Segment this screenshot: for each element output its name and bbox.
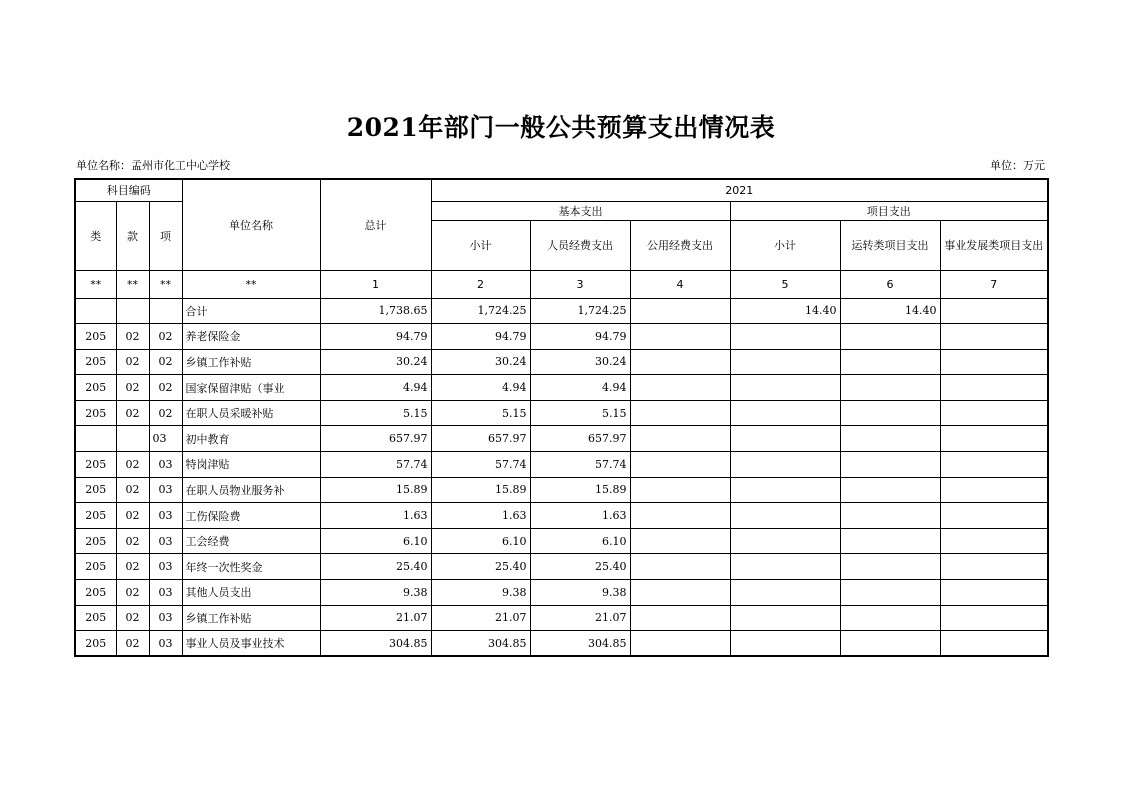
personnel-value: 57.74 <box>530 452 630 478</box>
item-name: 乡镇工作补贴 <box>182 605 320 631</box>
table-row <box>75 452 1048 478</box>
public-value <box>630 477 730 503</box>
operation-value <box>840 477 940 503</box>
basic-subtotal-value: 21.07 <box>431 605 530 631</box>
project-subtotal-value <box>730 349 840 375</box>
project-subtotal-value <box>730 503 840 529</box>
table-row <box>75 375 1048 401</box>
header-subtotal-project: 小计 <box>730 220 840 270</box>
code-kuan: 02 <box>116 375 149 401</box>
basic-subtotal-value: 4.94 <box>431 375 530 401</box>
project-subtotal-value <box>730 452 840 478</box>
code-xiang: 02 <box>149 349 182 375</box>
index-cell: 4 <box>630 270 730 298</box>
header-year: 2021 <box>431 179 1048 201</box>
total-value: 657.97 <box>320 426 431 452</box>
item-name: 初中教育 <box>182 426 320 452</box>
header-kuan: 款 <box>116 201 149 270</box>
public-value <box>630 580 730 606</box>
operation-value <box>840 631 940 657</box>
personnel-value: 304.85 <box>530 631 630 657</box>
index-cell: 1 <box>320 270 431 298</box>
code-kuan: 02 <box>116 554 149 580</box>
index-cell: ** <box>149 270 182 298</box>
personnel-value: 657.97 <box>530 426 630 452</box>
table-row <box>75 400 1048 426</box>
table-row <box>75 605 1048 631</box>
item-name: 在职人员采暖补贴 <box>182 400 320 426</box>
code-lei: 205 <box>75 375 116 401</box>
development-value <box>940 503 1048 529</box>
table-row <box>75 324 1048 350</box>
development-value <box>940 528 1048 554</box>
total-value: 1,738.65 <box>320 298 431 324</box>
table-row <box>75 528 1048 554</box>
table-row <box>75 580 1048 606</box>
group-row <box>75 426 1048 452</box>
item-name: 养老保险金 <box>182 324 320 350</box>
operation-value <box>840 528 940 554</box>
item-name: 特岗津贴 <box>182 452 320 478</box>
code-kuan <box>116 298 149 324</box>
code-xiang: 03 <box>149 503 182 529</box>
development-value <box>940 324 1048 350</box>
operation-value <box>840 426 940 452</box>
personnel-value: 5.15 <box>530 400 630 426</box>
index-cell: ** <box>116 270 149 298</box>
code-lei: 205 <box>75 528 116 554</box>
header-development: 事业发展类项目支出 <box>940 220 1048 270</box>
code-kuan: 02 <box>116 580 149 606</box>
code-xiang: 03 <box>149 605 182 631</box>
operation-value <box>840 452 940 478</box>
personnel-value: 1.63 <box>530 503 630 529</box>
code-kuan: 02 <box>116 400 149 426</box>
code-xiang <box>149 298 182 324</box>
operation-value: 14.40 <box>840 298 940 324</box>
code-lei: 205 <box>75 477 116 503</box>
total-value: 1.63 <box>320 503 431 529</box>
code-xiang: 02 <box>149 324 182 350</box>
public-value <box>630 400 730 426</box>
project-subtotal-value <box>730 375 840 401</box>
total-value: 94.79 <box>320 324 431 350</box>
personnel-value: 25.40 <box>530 554 630 580</box>
code-xiang: 03 <box>149 452 182 478</box>
item-name: 其他人员支出 <box>182 580 320 606</box>
public-value <box>630 426 730 452</box>
operation-value <box>840 605 940 631</box>
development-value <box>940 554 1048 580</box>
code-lei <box>75 298 116 324</box>
operation-value <box>840 554 940 580</box>
code-kuan: 02 <box>116 631 149 657</box>
header-basic: 基本支出 <box>431 201 730 220</box>
code-kuan: 02 <box>116 528 149 554</box>
public-value <box>630 349 730 375</box>
project-subtotal-value <box>730 554 840 580</box>
table-row <box>75 349 1048 375</box>
table-row <box>75 631 1048 657</box>
basic-subtotal-value: 657.97 <box>431 426 530 452</box>
project-subtotal-value <box>730 631 840 657</box>
personnel-value: 21.07 <box>530 605 630 631</box>
code-kuan: 02 <box>116 324 149 350</box>
total-value: 9.38 <box>320 580 431 606</box>
basic-subtotal-value: 1.63 <box>431 503 530 529</box>
code-kuan: 02 <box>116 605 149 631</box>
code-lei: 205 <box>75 554 116 580</box>
item-name: 国家保留津贴（事业 <box>182 375 320 401</box>
code-lei: 205 <box>75 452 116 478</box>
public-value <box>630 452 730 478</box>
index-cell: 5 <box>730 270 840 298</box>
project-subtotal-value <box>730 528 840 554</box>
personnel-value: 9.38 <box>530 580 630 606</box>
total-value: 30.24 <box>320 349 431 375</box>
total-value: 4.94 <box>320 375 431 401</box>
operation-value <box>840 580 940 606</box>
operation-value <box>840 349 940 375</box>
code-kuan: 02 <box>116 349 149 375</box>
table-row <box>75 554 1048 580</box>
basic-subtotal-value: 304.85 <box>431 631 530 657</box>
code-lei: 205 <box>75 324 116 350</box>
unit-name-label: 单位名称：孟州市化工中心学校 <box>76 159 230 172</box>
public-value <box>630 298 730 324</box>
index-cell: 6 <box>840 270 940 298</box>
public-value <box>630 503 730 529</box>
development-value <box>940 375 1048 401</box>
code-xiang: 03 <box>149 426 182 452</box>
code-xiang: 02 <box>149 400 182 426</box>
item-name: 事业人员及事业技术 <box>182 631 320 657</box>
basic-subtotal-value: 57.74 <box>431 452 530 478</box>
item-name: 乡镇工作补贴 <box>182 349 320 375</box>
table-row <box>75 503 1048 529</box>
header-personnel: 人员经费支出 <box>530 220 630 270</box>
index-cell: ** <box>182 270 320 298</box>
index-cell: ** <box>75 270 116 298</box>
basic-subtotal-value: 15.89 <box>431 477 530 503</box>
project-subtotal-value <box>730 324 840 350</box>
code-lei: 205 <box>75 631 116 657</box>
code-lei: 205 <box>75 400 116 426</box>
code-xiang: 03 <box>149 477 182 503</box>
total-value: 15.89 <box>320 477 431 503</box>
code-lei: 205 <box>75 580 116 606</box>
item-name: 合计 <box>182 298 320 324</box>
total-value: 25.40 <box>320 554 431 580</box>
personnel-value: 6.10 <box>530 528 630 554</box>
public-value <box>630 375 730 401</box>
operation-value <box>840 375 940 401</box>
project-subtotal-value: 14.40 <box>730 298 840 324</box>
code-lei <box>75 426 116 452</box>
code-lei: 205 <box>75 349 116 375</box>
header-xiang: 项 <box>149 201 182 270</box>
project-subtotal-value <box>730 477 840 503</box>
development-value <box>940 605 1048 631</box>
personnel-value: 30.24 <box>530 349 630 375</box>
total-value: 57.74 <box>320 452 431 478</box>
table-row <box>75 477 1048 503</box>
public-value <box>630 324 730 350</box>
development-value <box>940 426 1048 452</box>
total-value: 5.15 <box>320 400 431 426</box>
project-subtotal-value <box>730 605 840 631</box>
code-lei: 205 <box>75 503 116 529</box>
development-value <box>940 298 1048 324</box>
basic-subtotal-value: 6.10 <box>431 528 530 554</box>
code-kuan: 02 <box>116 477 149 503</box>
personnel-value: 94.79 <box>530 324 630 350</box>
header-project: 项目支出 <box>730 201 1048 220</box>
code-xiang: 03 <box>149 631 182 657</box>
code-xiang: 03 <box>149 580 182 606</box>
code-xiang: 03 <box>149 554 182 580</box>
development-value <box>940 452 1048 478</box>
page-title: 2021年部门一般公共预算支出情况表 <box>346 113 776 142</box>
basic-subtotal-value: 25.40 <box>431 554 530 580</box>
total-row <box>75 298 1048 324</box>
total-value: 6.10 <box>320 528 431 554</box>
public-value <box>630 528 730 554</box>
operation-value <box>840 324 940 350</box>
unit-label: 单位：万元 <box>990 159 1045 172</box>
code-lei: 205 <box>75 605 116 631</box>
project-subtotal-value <box>730 426 840 452</box>
code-kuan <box>116 426 149 452</box>
header-total: 总计 <box>320 179 431 270</box>
development-value <box>940 400 1048 426</box>
code-kuan: 02 <box>116 503 149 529</box>
total-value: 304.85 <box>320 631 431 657</box>
index-cell: 3 <box>530 270 630 298</box>
index-cell: 2 <box>431 270 530 298</box>
basic-subtotal-value: 5.15 <box>431 400 530 426</box>
development-value <box>940 349 1048 375</box>
development-value <box>940 631 1048 657</box>
project-subtotal-value <box>730 400 840 426</box>
public-value <box>630 605 730 631</box>
project-subtotal-value <box>730 580 840 606</box>
header-subtotal-basic: 小计 <box>431 220 530 270</box>
item-name: 在职人员物业服务补 <box>182 477 320 503</box>
total-value: 21.07 <box>320 605 431 631</box>
personnel-value: 1,724.25 <box>530 298 630 324</box>
operation-value <box>840 503 940 529</box>
index-cell: 7 <box>940 270 1048 298</box>
code-kuan: 02 <box>116 452 149 478</box>
header-lei: 类 <box>75 201 116 270</box>
budget-table <box>74 178 1049 657</box>
header-unit-name: 单位名称 <box>182 179 320 270</box>
basic-subtotal-value: 30.24 <box>431 349 530 375</box>
personnel-value: 15.89 <box>530 477 630 503</box>
item-name: 年终一次性奖金 <box>182 554 320 580</box>
basic-subtotal-value: 9.38 <box>431 580 530 606</box>
public-value <box>630 631 730 657</box>
development-value <box>940 580 1048 606</box>
code-xiang: 02 <box>149 375 182 401</box>
header-public: 公用经费支出 <box>630 220 730 270</box>
operation-value <box>840 400 940 426</box>
header-subject-code: 科目编码 <box>75 179 182 201</box>
public-value <box>630 554 730 580</box>
header-operation: 运转类项目支出 <box>840 220 940 270</box>
item-name: 工会经费 <box>182 528 320 554</box>
code-xiang: 03 <box>149 528 182 554</box>
basic-subtotal-value: 1,724.25 <box>431 298 530 324</box>
personnel-value: 4.94 <box>530 375 630 401</box>
development-value <box>940 477 1048 503</box>
basic-subtotal-value: 94.79 <box>431 324 530 350</box>
item-name: 工伤保险费 <box>182 503 320 529</box>
